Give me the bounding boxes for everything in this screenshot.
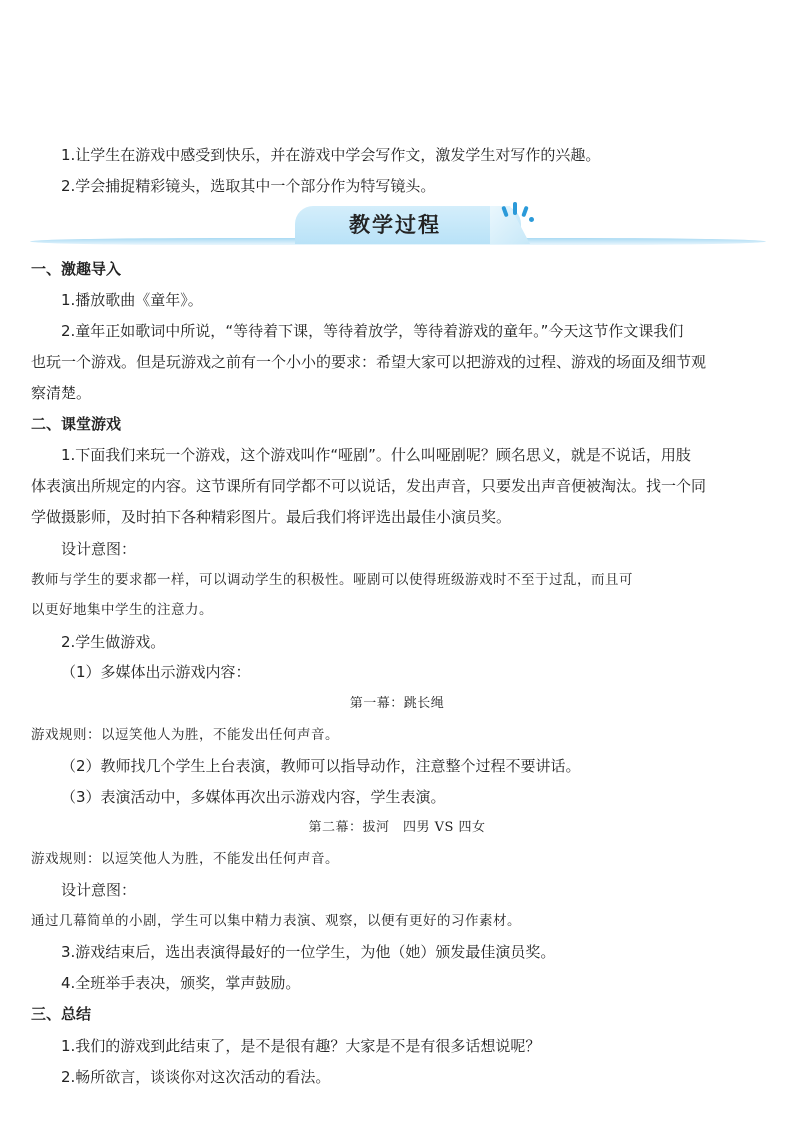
- drop-icon: [521, 206, 529, 218]
- section2-p2: 2.学生做游戏。: [61, 633, 166, 651]
- design-intent-label-2: 设计意图：: [61, 881, 137, 899]
- section2-p3: 3.游戏结束后，选出表演得最好的一位学生，为他（她）颁发最佳演员奖。: [61, 943, 556, 961]
- design-intent-label: 设计意图：: [61, 540, 137, 558]
- section3-p1: 1.我们的游戏到此结束了，是不是很有趣？大家是不是有很多话想说呢？: [61, 1037, 541, 1055]
- section2-p1-line2: 体表演出所规定的内容。这节课所有同学都不可以说话，发出声音，只要发出声音便被淘汰。找一个同: [31, 477, 707, 495]
- section1-p2-line1: 2.童年正如歌词中所说，“等待着下课，等待着放学，等待着游戏的童年。”今天这节作文课我们: [61, 322, 684, 340]
- act2-title: 第二幕：拔河 四男 VS 四女: [308, 820, 486, 835]
- act2-rule: 游戏规则：以逗笑他人为胜，不能发出任何声音。: [31, 851, 339, 867]
- section1-p1: 1.播放歌曲《童年》。: [61, 291, 203, 309]
- step-1: （1）多媒体出示游戏内容：: [61, 663, 251, 681]
- drop-icon: [513, 202, 517, 215]
- objective-2: 2.学会捕捉精彩镜头，选取其中一个部分作为特写镜头。: [61, 177, 436, 195]
- section2-p4: 4.全班举手表决，颁奖，掌声鼓励。: [61, 974, 301, 992]
- drop-icon: [529, 217, 534, 222]
- section1-p2-line3: 察清楚。: [31, 384, 92, 402]
- section1-p2-line2: 也玩一个游戏。但是玩游戏之前有一个小小的要求：希望大家可以把游戏的过程、游戏的场面及细节观: [31, 353, 707, 371]
- objective-1: 1.让学生在游戏中感受到快乐，并在游戏中学会写作文，激发学生对写作的兴趣。: [61, 146, 601, 164]
- section2-heading: 二、课堂游戏: [31, 415, 122, 433]
- step-2: （2）教师找几个学生上台表演，教师可以指导动作，注意整个过程不要讲话。: [61, 757, 581, 775]
- section3-p2: 2.畅所欲言，谈谈你对这次活动的看法。: [61, 1068, 331, 1086]
- design-intent-line1: 教师与学生的要求都一样，可以调动学生的积极性。哑剧可以使得班级游戏时不至于过乱，而且可: [31, 572, 633, 588]
- section3-heading: 三、总结: [31, 1005, 92, 1023]
- act1-rule: 游戏规则：以逗笑他人为胜，不能发出任何声音。: [31, 727, 339, 743]
- banner-title: 教学过程: [349, 213, 441, 237]
- section1-heading: 一、激趣导入: [31, 260, 122, 278]
- step-3: （3）表演活动中，多媒体再次出示游戏内容，学生表演。: [61, 788, 446, 806]
- design-intent-line2: 以更好地集中学生的注意力。: [31, 602, 213, 618]
- section-banner: [30, 198, 766, 250]
- section2-p1-line1: 1.下面我们来玩一个游戏，这个游戏叫作“哑剧”。什么叫哑剧呢？顾名思义，就是不说话，用肢: [61, 446, 691, 464]
- design-intent-2-line1: 通过几幕简单的小剧，学生可以集中精力表演、观察，以便有更好的习作素材。: [31, 913, 521, 929]
- act1-title: 第一幕：跳长绳: [349, 696, 445, 711]
- section2-p1-line3: 学做摄影师，及时拍下各种精彩图片。最后我们将评选出最佳小演员奖。: [31, 508, 512, 526]
